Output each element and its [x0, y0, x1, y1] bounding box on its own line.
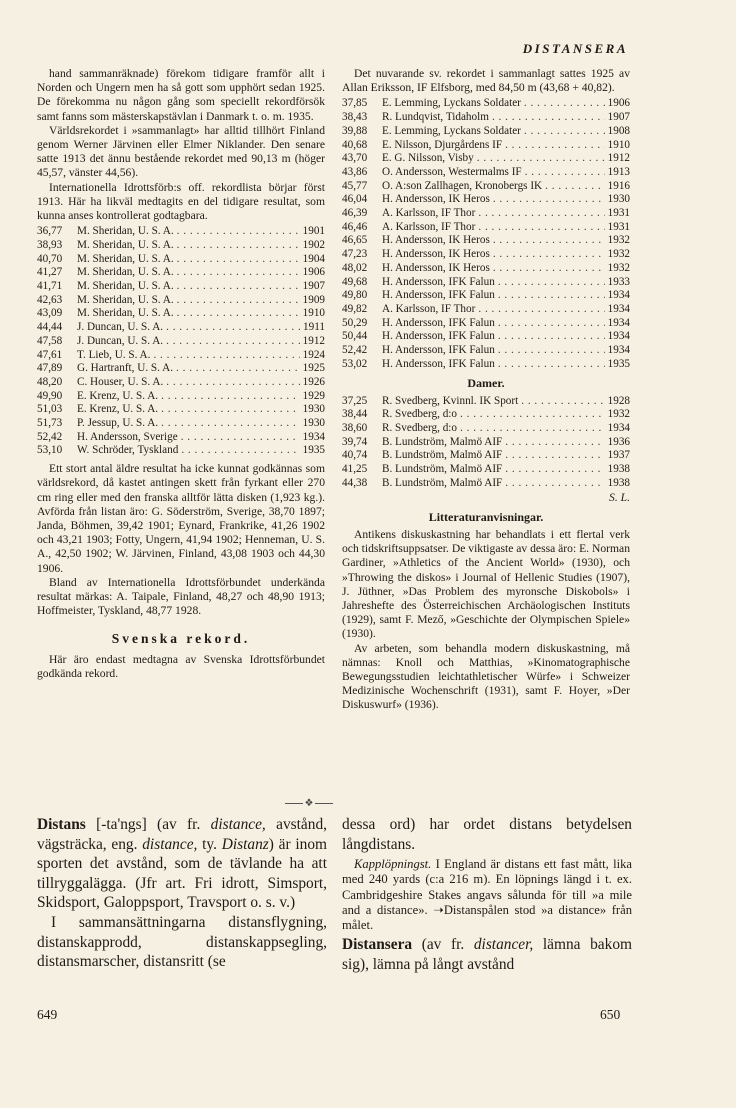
record-holder: M. Sheridan, U. S. A. — [77, 225, 174, 238]
record-value: 47,61 — [37, 348, 63, 361]
record-row — [342, 234, 630, 248]
dot-leader — [492, 111, 605, 125]
record-holder: E. Lemming, Lyckans Soldater — [382, 97, 521, 110]
record-year: 1907 — [302, 280, 325, 293]
record-year: 1930 — [302, 417, 325, 430]
record-year: 1906 — [302, 266, 325, 279]
record-holder: G. Hartranft, U. S. A. — [77, 362, 174, 375]
record-holder: B. Lundström, Malmö AIF — [382, 435, 503, 448]
record-value: 51,73 — [37, 417, 63, 430]
record-value: 47,89 — [37, 362, 63, 375]
record-holder: R. Svedberg, Kvinnl. IK Sport — [382, 394, 519, 407]
headword-distans: Distans — [37, 816, 86, 833]
dot-leader — [505, 463, 604, 477]
record-year: 1910 — [302, 307, 325, 320]
record-year: 1911 — [303, 321, 325, 334]
record-year: 1901 — [302, 225, 325, 238]
record-value: 40,70 — [37, 252, 63, 265]
record-year: 1907 — [607, 111, 630, 124]
record-row — [37, 376, 325, 390]
record-year: 1913 — [607, 165, 630, 178]
record-year: 1936 — [607, 435, 630, 448]
record-year: 1930 — [607, 193, 630, 206]
record-year: 1935 — [607, 357, 630, 370]
record-row — [342, 193, 630, 207]
record-value: 38,60 — [342, 422, 368, 435]
record-year: 1934 — [607, 302, 630, 315]
record-value: 41,25 — [342, 463, 368, 476]
page-number-left: 649 — [37, 1007, 58, 1022]
record-holder: H. Andersson, IFK Falun — [382, 344, 495, 357]
record-value: 40,74 — [342, 449, 368, 462]
record-year: 1916 — [607, 179, 630, 192]
dot-leader — [493, 234, 605, 248]
dot-leader — [505, 436, 604, 450]
record-year: 1934 — [607, 422, 630, 435]
record-year: 1912 — [302, 334, 325, 347]
record-holder: R. Lundqvist, Tidaholm — [382, 111, 489, 124]
record-holder: E. Lemming, Lyckans Soldater — [382, 124, 521, 137]
record-row — [342, 262, 630, 276]
record-holder: B. Lundström, Malmö AIF — [382, 449, 503, 462]
record-year: 1925 — [302, 362, 325, 375]
record-year: 1924 — [302, 348, 325, 361]
women-record-list — [342, 395, 630, 491]
record-row — [37, 294, 325, 308]
entry-continuation: dessa ord) har ordet distans betydelsen långdistans. — [342, 816, 632, 853]
paragraph: hand sammanräknade) förekom tidigare framför allt i Norden och Ungern men ha så gott som upphört sedan 1925. De förekomma nu någon gång som speciellt rekordförsök samt fanns som mästerskapstävlan i Danmark t. o. m. 1935. — [37, 67, 325, 123]
record-value: 49,82 — [342, 302, 368, 315]
record-holder: A. Karlsson, IF Thor — [382, 220, 476, 233]
dot-leader — [166, 376, 299, 390]
record-row — [37, 321, 325, 335]
dot-leader — [166, 321, 300, 335]
record-holder: J. Duncan, U. S. A. — [77, 334, 164, 347]
record-year: 1906 — [607, 97, 630, 110]
record-year: 1934 — [302, 430, 325, 443]
world-record-list — [37, 225, 325, 458]
dot-leader — [177, 307, 300, 321]
right-column — [342, 67, 630, 713]
dot-leader — [181, 444, 299, 458]
dot-leader — [478, 303, 604, 317]
record-value: 41,27 — [37, 266, 63, 279]
record-holder: M. Sheridan, U. S. A. — [77, 266, 174, 279]
record-row — [37, 349, 325, 363]
record-value: 36,77 — [37, 225, 63, 238]
record-holder: R. Svedberg, d:o — [382, 422, 457, 435]
dot-leader — [478, 221, 604, 235]
record-row — [342, 449, 630, 463]
record-year: 1935 — [302, 444, 325, 457]
dot-leader — [477, 152, 605, 166]
record-row — [342, 111, 630, 125]
record-year: 1932 — [607, 408, 630, 421]
literature-heading: Litteraturanvisningar. — [428, 509, 544, 524]
section-intro: Här äro endast medtagna av Svenska Idrottsförbundet godkända rekord. — [37, 652, 325, 680]
swedish-record-intro: Det nuvarande sv. rekordet i sammanlagt sattes 1925 av Allan Eriksson, IF Elfsborg, med 84,50 m (43,68 + 40,82). — [342, 67, 630, 95]
record-value: 52,42 — [342, 344, 368, 357]
record-row — [342, 248, 630, 262]
dot-leader — [525, 166, 605, 180]
record-value: 43,09 — [37, 307, 63, 320]
record-holder: H. Andersson, IFK Falun — [382, 316, 495, 329]
record-year: 1910 — [607, 138, 630, 151]
record-value: 38,93 — [37, 238, 63, 251]
record-value: 38,43 — [342, 111, 368, 124]
record-year: 1930 — [302, 403, 325, 416]
record-value: 49,80 — [342, 289, 368, 302]
record-row — [342, 408, 630, 422]
dot-leader — [460, 408, 605, 422]
record-row — [37, 253, 325, 267]
entry-distans-text: Distans [-ta'ngs] (av fr. distance, avstånd, vägsträcka, eng. distance, ty. Distanz) är inom sporten det avstånd, som de tävlande ha att tillryggalägga. (Jfr art. Fri idrott, Simsport, Skidsport, Galoppsport, Travsport o. s. v.) — [37, 816, 327, 912]
record-row — [37, 403, 325, 417]
dot-leader — [177, 294, 300, 308]
signature: S. L. — [609, 490, 630, 504]
record-holder: R. Svedberg, d:o — [382, 408, 457, 421]
left-column — [37, 67, 325, 681]
record-value: 43,86 — [342, 165, 368, 178]
dot-leader — [524, 97, 605, 111]
record-holder: B. Lundström, Malmö AIF — [382, 463, 503, 476]
record-value: 46,65 — [342, 234, 368, 247]
record-holder: H. Andersson, Sverige — [77, 430, 178, 443]
record-holder: H. Andersson, IFK Falun — [382, 330, 495, 343]
record-holder: E. Krenz, U. S. A. — [77, 389, 159, 402]
record-row — [37, 280, 325, 294]
record-row — [342, 330, 630, 344]
record-holder: T. Lieb, U. S. A. — [77, 348, 151, 361]
record-row — [342, 358, 630, 372]
dot-leader — [161, 390, 300, 404]
record-value: 48,02 — [342, 261, 368, 274]
record-row — [342, 395, 630, 409]
dot-leader — [493, 248, 605, 262]
dot-leader — [498, 289, 605, 303]
record-year: 1932 — [607, 234, 630, 247]
dot-leader — [498, 330, 605, 344]
record-value: 39,88 — [342, 124, 368, 137]
dot-leader — [493, 193, 605, 207]
record-holder: H. Andersson, IFK Falun — [382, 357, 495, 370]
record-row — [37, 362, 325, 376]
record-value: 41,71 — [37, 280, 63, 293]
record-holder: H. Andersson, IFK Falun — [382, 275, 495, 288]
dot-leader — [498, 344, 605, 358]
page-number-right: 650 — [600, 1007, 621, 1022]
record-holder: A. Karlsson, IF Thor — [382, 207, 476, 220]
record-year: 1933 — [607, 275, 630, 288]
record-year: 1937 — [607, 449, 630, 462]
record-year: 1934 — [607, 316, 630, 329]
record-holder: M. Sheridan, U. S. A. — [77, 293, 174, 306]
record-value: 38,44 — [342, 408, 368, 421]
literature-paragraphs — [342, 528, 630, 713]
record-year: 1932 — [607, 248, 630, 261]
record-year: 1909 — [302, 293, 325, 306]
paragraph: Av arbeten, som behandla modern diskuskastning, må nämnas: Knoll och Matthias, »Kinomatographische Bewegungsstudien leichtathletischer Würfe» i Schweizer Medizinische Wochenschrift (1931), samt F. Hoyer, »Der Diskuswurf» (1936). — [342, 641, 630, 712]
record-holder: M. Sheridan, U. S. A. — [77, 307, 174, 320]
record-value: 48,20 — [37, 375, 63, 388]
dot-leader — [498, 276, 605, 290]
left-paragraphs-top — [37, 67, 325, 223]
record-year: 1926 — [302, 375, 325, 388]
dot-leader — [161, 403, 300, 417]
record-row — [342, 463, 630, 477]
record-row — [342, 152, 630, 166]
running-head: DISTANSERA — [522, 41, 628, 56]
record-year: 1912 — [607, 152, 630, 165]
record-row — [342, 436, 630, 450]
dot-leader — [177, 239, 300, 253]
record-holder: J. Duncan, U. S. A. — [77, 321, 164, 334]
record-row — [342, 276, 630, 290]
record-year: 1938 — [607, 476, 630, 489]
record-holder: H. Andersson, IK Heros — [382, 248, 490, 261]
record-row — [342, 477, 630, 491]
dot-leader — [505, 449, 604, 463]
record-value: 50,44 — [342, 330, 368, 343]
record-value: 40,68 — [342, 138, 368, 151]
section-heading: Svenska rekord. — [111, 631, 251, 647]
dot-leader — [505, 477, 604, 491]
record-value: 47,23 — [342, 248, 368, 261]
dot-leader — [181, 431, 300, 445]
record-holder: H. Andersson, IK Heros — [382, 193, 490, 206]
dot-leader — [524, 125, 605, 139]
record-value: 44,44 — [37, 321, 63, 334]
dot-leader — [153, 349, 299, 363]
record-holder: H. Andersson, IK Heros — [382, 234, 490, 247]
record-value: 51,03 — [37, 403, 63, 416]
record-year: 1934 — [607, 289, 630, 302]
record-value: 43,70 — [342, 152, 368, 165]
record-value: 45,77 — [342, 179, 368, 192]
dot-leader — [177, 225, 300, 239]
dot-leader — [177, 266, 300, 280]
record-holder: W. Schröder, Tyskland — [77, 444, 179, 457]
record-row — [37, 307, 325, 321]
record-value: 52,42 — [37, 430, 63, 443]
record-row — [342, 139, 630, 153]
record-year: 1932 — [607, 261, 630, 274]
record-row — [342, 166, 630, 180]
record-holder: M. Sheridan, U. S. A. — [77, 252, 174, 265]
left-paragraphs-bottom — [37, 462, 325, 618]
divider-ornament: ❖ — [282, 798, 336, 809]
record-row — [342, 180, 630, 194]
record-holder: E. Nilsson, Djurgårdens IF — [382, 138, 503, 151]
dot-leader — [498, 358, 605, 372]
paragraph: Bland av Internationella Idrottsförbundet underkända resultat märkas: A. Taipale, Finland, 48,27 och 48,90 1913; Hoffmeister, Tyskland, 48,77 1928. — [37, 575, 325, 618]
record-value: 49,68 — [342, 275, 368, 288]
record-year: 1938 — [607, 463, 630, 476]
record-value: 53,10 — [37, 444, 63, 457]
entry-distansera-text: Distansera (av fr. distancer, lämna bakom sig), lämna på långt avstånd — [342, 936, 632, 973]
record-value: 53,02 — [342, 357, 368, 370]
record-row — [37, 266, 325, 280]
record-row — [37, 225, 325, 239]
record-holder: H. Andersson, IFK Falun — [382, 289, 495, 302]
record-row — [37, 335, 325, 349]
entry-distans — [37, 815, 327, 972]
record-value: 47,58 — [37, 334, 63, 347]
dot-leader — [161, 417, 299, 431]
record-row — [37, 239, 325, 253]
dot-leader — [493, 262, 605, 276]
dot-leader — [166, 335, 300, 349]
record-holder: M. Sheridan, U. S. A. — [77, 238, 174, 251]
record-value: 46,39 — [342, 207, 368, 220]
record-year: 1908 — [607, 124, 630, 137]
record-value: 37,25 — [342, 394, 368, 407]
record-holder: E. G. Nilsson, Visby — [382, 152, 474, 165]
entry-kapplopning: Kapplöpningst. I England är distans ett fast mått, lika med 240 yards (c:a 216 m). En löpnings längd i t. ex. Cambridgeshire Stakes angavs sålunda för till »a mile and a distance». ➝Distanspålen stod »a distance» från målet. — [342, 857, 632, 932]
record-row — [342, 317, 630, 331]
record-holder: O. A:son Zallhagen, Kronobergs IK — [382, 179, 543, 192]
dot-leader — [505, 139, 605, 153]
dot-leader — [521, 395, 604, 409]
record-row — [37, 390, 325, 404]
record-row — [342, 422, 630, 436]
record-value: 50,29 — [342, 316, 368, 329]
entry-distansera — [342, 815, 632, 974]
record-row — [342, 125, 630, 139]
dot-leader — [460, 422, 605, 436]
record-value: 46,04 — [342, 193, 368, 206]
record-year: 1904 — [302, 252, 325, 265]
record-row — [37, 431, 325, 445]
record-year: 1902 — [302, 238, 325, 251]
dot-leader — [176, 362, 300, 376]
record-year: 1928 — [607, 394, 630, 407]
record-value: 37,85 — [342, 97, 368, 110]
record-row — [342, 303, 630, 317]
dot-leader — [478, 207, 604, 221]
record-year: 1934 — [607, 344, 630, 357]
entry-distans-compounds: I sammansättningarna distansflygning, distanskapprodd, distanskappsegling, distansmarscher, distansritt (se — [37, 913, 327, 971]
record-year: 1931 — [607, 207, 630, 220]
record-value: 44,38 — [342, 476, 368, 489]
record-holder: A. Karlsson, IF Thor — [382, 302, 476, 315]
record-value: 39,74 — [342, 435, 368, 448]
paragraph: Ett stort antal äldre resultat ha icke kunnat godkännas som världsrekord, då kastet antingen skett från fyrkant eller 270 cm ring eller med den franska alltför lätta disken (1,923 kg.). Avförda från listan äro: G. Söderström, Sverige, 38,70 1897; Janda, Böhmen, 39,42 1901; Eynard, Frankrike, 41,26 1902 och 43,21 1903; Fotty, Ungern, 41,94 1902; Henneman, U. S. A., 42,50 1902; W. Järvinen, Finland, 43,08 1903 och 44,30 1906. — [37, 462, 325, 575]
record-row — [37, 444, 325, 458]
record-year: 1931 — [607, 220, 630, 233]
record-row — [342, 289, 630, 303]
record-year: 1934 — [607, 330, 630, 343]
record-row — [342, 97, 630, 111]
record-row — [37, 417, 325, 431]
dot-leader — [177, 280, 300, 294]
paragraph: Antikens diskuskastning har behandlats i ett flertal verk och tidskriftsuppsatser. De viktigaste av dessa äro: E. Norman Gardiner, »Athletics of the Ancient World» (1930), och »Throwing the diskos» i Journal of Hellenic Studies (1907), J. Jüthner, »Das Problem des myronsche Diskobols» i Jahreshefte des Österreichischen Archäologischen Instituts (1929), samt F. Mező, »Geschichte der Olympischen Spiele» (1930). — [342, 528, 630, 641]
record-holder: B. Lundström, Malmö AIF — [382, 476, 503, 489]
record-holder: P. Jessup, U. S. A. — [77, 417, 159, 430]
record-holder: C. Houser, U. S. A. — [77, 375, 164, 388]
paragraph: Internationella Idrottsförb:s off. rekordlista börjar först 1913. Här ha likväl medtagits en del tidigare resultat, som kunna anses kontrollerat godtagbara. — [37, 180, 325, 223]
record-row — [342, 207, 630, 221]
dot-leader — [177, 253, 300, 267]
men-record-list — [342, 97, 630, 371]
headword-distansera: Distansera — [342, 936, 413, 954]
dot-leader — [545, 180, 605, 194]
record-row — [342, 344, 630, 358]
record-holder: O. Andersson, Westermalms IF — [382, 165, 522, 178]
record-value: 46,46 — [342, 220, 368, 233]
record-holder: H. Andersson, IK Heros — [382, 261, 490, 274]
dot-leader — [498, 317, 605, 331]
paragraph: Världsrekordet i »sammanlagt» har alltid tillhört Finland genom Werner Järvinen eller Elmer Niklander. Den senare satte 1913 det ännu bestående rekordet med 90,13 m (höger 45,57, vänster 44,56). — [37, 123, 325, 180]
women-heading: Damer. — [467, 376, 505, 391]
record-value: 49,90 — [37, 389, 63, 402]
record-holder: E. Krenz, U. S. A. — [77, 403, 159, 416]
record-year: 1929 — [302, 389, 325, 402]
record-value: 42,63 — [37, 293, 63, 306]
record-row — [342, 221, 630, 235]
record-holder: M. Sheridan, U. S. A. — [77, 280, 174, 293]
